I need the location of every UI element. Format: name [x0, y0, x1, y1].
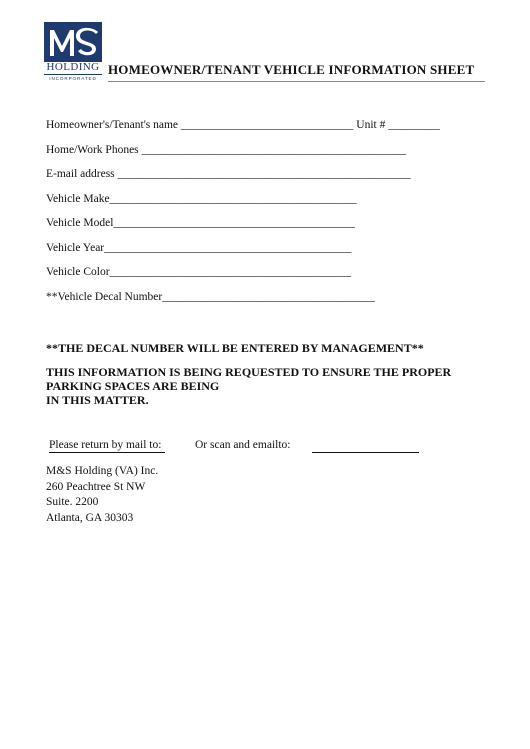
- company-logo: [44, 22, 104, 82]
- address-suite: Suite. 2200: [46, 496, 99, 508]
- info-notice-line: IN THIS MATTER.: [46, 393, 149, 407]
- address-street: 260 Peachtree St NW: [46, 480, 146, 493]
- decal-notice: **THE DECAL NUMBER WILL BE ENTERED BY MANAGEMENT**: [46, 341, 424, 355]
- info-notice: [46, 365, 451, 407]
- address-company: M&S Holding (VA) Inc.: [46, 465, 159, 477]
- mailing-address: [46, 464, 158, 526]
- phones-field[interactable]: Home/Work Phones ______________________________________________: [46, 144, 407, 156]
- logo-subtitle: INCORPORATED: [44, 74, 102, 81]
- page-title: HOMEOWNER/TENANT VEHICLE INFORMATION SHEET: [108, 62, 475, 77]
- email-field[interactable]: E-mail address ___________________________________________________: [46, 168, 411, 180]
- vehicle-year-field[interactable]: Vehicle Year___________________________________________: [46, 242, 352, 254]
- ms-monogram-icon: [44, 22, 102, 62]
- name-unit-field[interactable]: Homeowner's/Tenant's name ______________________________ Unit # _________: [46, 119, 440, 131]
- email-blank-line[interactable]: [312, 452, 419, 453]
- vehicle-color-field[interactable]: Vehicle Color__________________________________________: [46, 266, 352, 278]
- title-divider: [108, 81, 485, 82]
- vehicle-make-field[interactable]: Vehicle Make___________________________________________: [46, 193, 357, 205]
- vehicle-model-field[interactable]: Vehicle Model__________________________________________: [46, 217, 355, 229]
- logo-wordmark: HOLDING: [46, 61, 100, 73]
- address-city: Atlanta, GA 30303: [46, 511, 134, 524]
- vehicle-decal-field[interactable]: **Vehicle Decal Number_____________________________________: [46, 291, 375, 303]
- info-notice-line: PARKING SPACES ARE BEING: [46, 379, 220, 393]
- scan-email-label: Or scan and emailto:: [195, 439, 291, 451]
- info-notice-line: THIS INFORMATION IS BEING REQUESTED TO ENSURE THE PROPER: [46, 365, 452, 379]
- return-mail-label: Please return by mail to:: [49, 439, 165, 453]
